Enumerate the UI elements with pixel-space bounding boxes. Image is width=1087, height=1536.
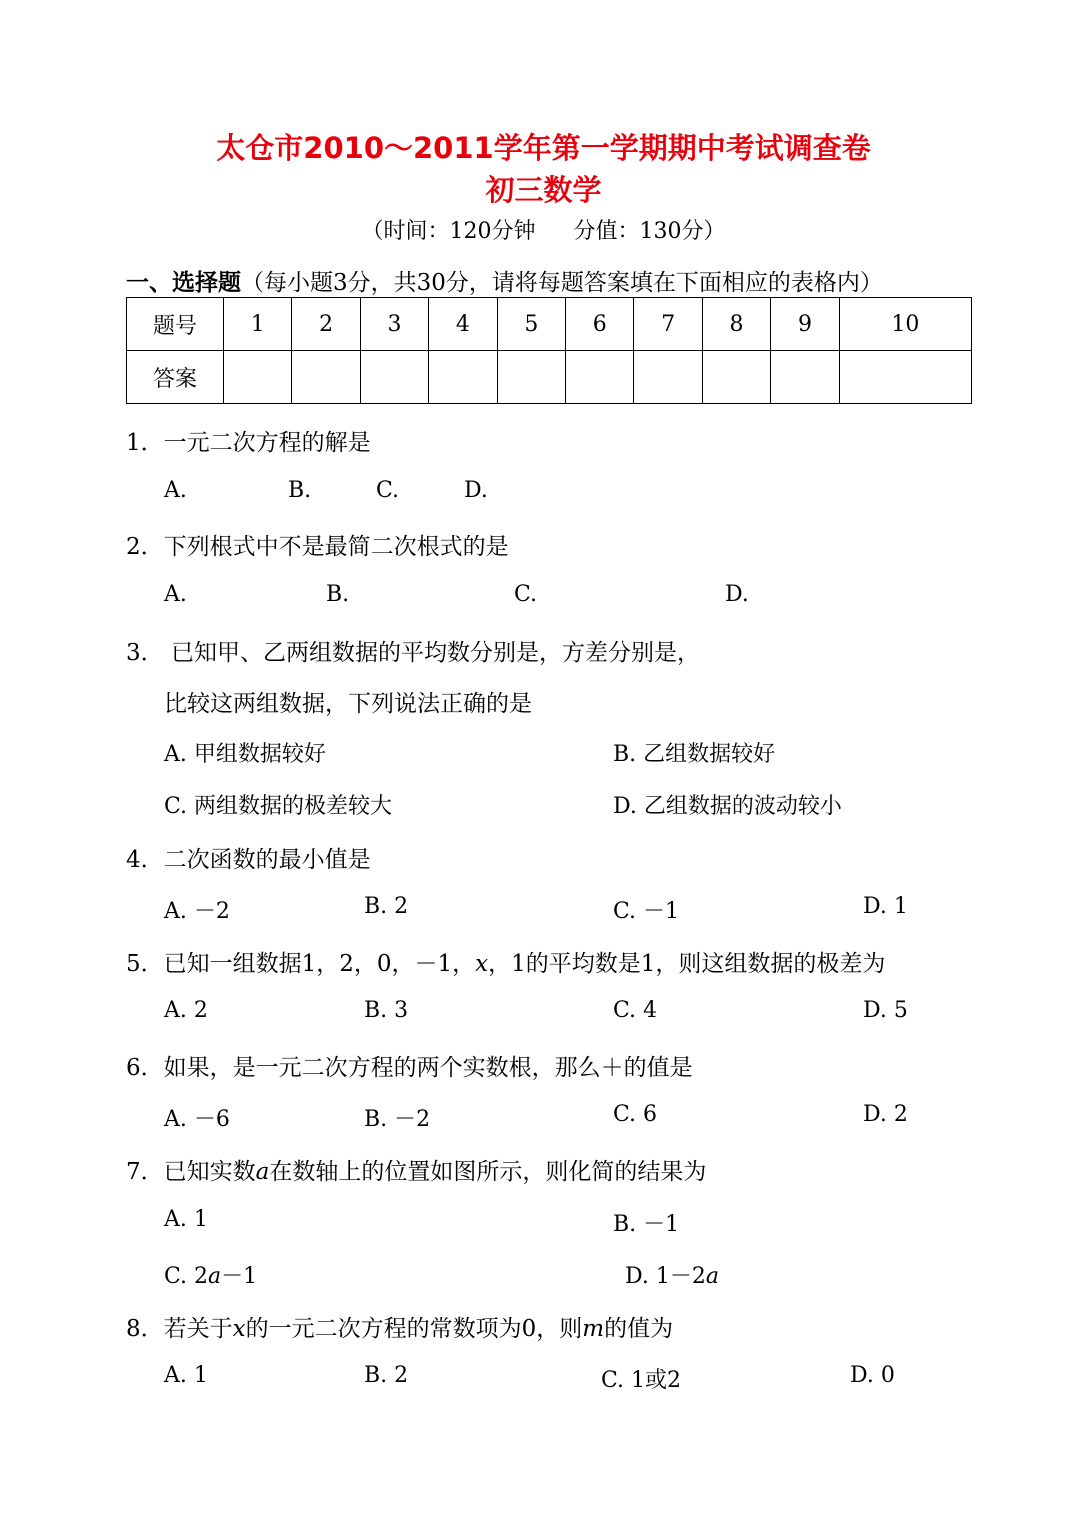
question-4-option-a: A. －2 xyxy=(164,899,230,924)
question-5-option-d: D. 5 xyxy=(863,998,908,1023)
question-8-stem-end: 的值为 xyxy=(604,1316,674,1342)
question-3-stem-continued: 比较这两组数据，下列说法正确的是 xyxy=(164,691,532,717)
question-3-stem: 3． 已知甲、乙两组数据的平均数分别是，方差分别是， xyxy=(126,640,700,666)
answer-cell[interactable] xyxy=(292,351,360,404)
question-7-option-b: B. －1 xyxy=(613,1212,680,1237)
question-8-option-a: A. 1 xyxy=(164,1363,208,1388)
question-7-option-d-start: D. 1－2 xyxy=(625,1264,706,1289)
question-3-option-b: B. 乙组数据较好 xyxy=(613,742,776,767)
question-5-option-b: B. 3 xyxy=(364,998,409,1023)
answer-table-number: 3 xyxy=(360,298,428,351)
question-8-stem xyxy=(126,1310,673,1343)
section-heading xyxy=(126,264,883,297)
answer-table-number: 8 xyxy=(702,298,770,351)
answer-table-number: 10 xyxy=(839,298,971,351)
answer-cell[interactable] xyxy=(429,351,497,404)
question-8-option-b: B. 2 xyxy=(364,1363,409,1388)
score-label: 分值：130分） xyxy=(573,219,726,244)
question-3-option-c: C. 两组数据的极差较大 xyxy=(164,794,393,819)
question-1-option-c: C. xyxy=(376,478,400,503)
question-4-option-d: D. 1 xyxy=(863,894,908,919)
question-8-stem-start: 8．若关于 xyxy=(126,1316,233,1342)
question-7-option-c xyxy=(164,1259,257,1290)
question-2-stem: 2．下列根式中不是最简二次根式的是 xyxy=(126,534,509,560)
exam-subtitle: 初三数学 xyxy=(485,173,602,207)
answer-table-number: 6 xyxy=(566,298,634,351)
answer-cell[interactable] xyxy=(360,351,428,404)
question-7-variable: a xyxy=(255,1159,270,1185)
question-1-option-a: A. xyxy=(164,478,187,503)
question-7-option-c-variable: a xyxy=(208,1264,222,1289)
answer-table-number: 5 xyxy=(497,298,565,351)
question-3-option-a: A. 甲组数据较好 xyxy=(164,742,326,767)
exam-meta xyxy=(0,214,1087,245)
question-6-option-a: A. －6 xyxy=(164,1107,230,1132)
answer-cell[interactable] xyxy=(839,351,971,404)
answer-table-number-header: 题号 xyxy=(127,298,224,351)
answer-table-answer-row xyxy=(127,351,972,404)
question-7-option-c-end: －1 xyxy=(221,1264,258,1289)
question-8-variable-x: x xyxy=(232,1316,246,1342)
answer-table xyxy=(126,297,972,404)
question-6-option-c: C. 6 xyxy=(613,1102,658,1127)
question-8-stem-middle: 的一元二次方程的常数项为0，则 xyxy=(245,1316,583,1342)
question-7-option-d xyxy=(625,1259,719,1290)
question-4-stem: 4．二次函数的最小值是 xyxy=(126,847,371,873)
question-7-stem xyxy=(126,1153,706,1186)
answer-table-answer-header: 答案 xyxy=(127,351,224,404)
question-8-option-c: C. 1或2 xyxy=(601,1368,682,1393)
question-2-option-c: C. xyxy=(514,582,538,607)
question-6-option-d: D. 2 xyxy=(863,1102,908,1127)
answer-cell[interactable] xyxy=(497,351,565,404)
answer-cell[interactable] xyxy=(634,351,702,404)
question-8-option-d: D. 0 xyxy=(850,1363,895,1388)
answer-cell[interactable] xyxy=(224,351,292,404)
question-4-option-c: C. －1 xyxy=(613,899,680,924)
question-6-stem: 6．如果，是一元二次方程的两个实数根，那么＋的值是 xyxy=(126,1055,693,1081)
question-4-option-b: B. 2 xyxy=(364,894,409,919)
question-6-option-b: B. －2 xyxy=(364,1107,431,1132)
section-note: （每小题3分，共30分，请将每题答案填在下面相应的表格内） xyxy=(241,270,883,296)
question-5-option-c: C. 4 xyxy=(613,998,658,1023)
question-5-stem-end: ，1的平均数是1，则这组数据的极差为 xyxy=(488,951,886,977)
question-1-option-d: D. xyxy=(464,478,488,503)
question-7-option-a: A. 1 xyxy=(164,1207,208,1232)
question-7-stem-start: 7．已知实数 xyxy=(126,1159,256,1185)
answer-table-number: 1 xyxy=(224,298,292,351)
question-5-option-a: A. 2 xyxy=(164,998,208,1023)
question-1-option-b: B. xyxy=(288,478,312,503)
answer-cell[interactable] xyxy=(702,351,770,404)
question-3-option-d: D. 乙组数据的波动较小 xyxy=(613,794,842,819)
question-5-stem-start: 5．已知一组数据1，2，0，－1， xyxy=(126,951,476,977)
question-1-stem: 1．一元二次方程的解是 xyxy=(126,430,371,456)
answer-table-number: 7 xyxy=(634,298,702,351)
answer-cell[interactable] xyxy=(771,351,839,404)
question-7-option-d-variable: a xyxy=(705,1264,719,1289)
question-5-stem xyxy=(126,945,885,978)
section-title: 一、选择题 xyxy=(126,270,241,296)
question-2-option-b: B. xyxy=(326,582,350,607)
answer-cell[interactable] xyxy=(566,351,634,404)
question-2-option-d: D. xyxy=(725,582,749,607)
question-7-option-c-start: C. 2 xyxy=(164,1264,209,1289)
question-8-variable-m: m xyxy=(582,1316,605,1342)
exam-title: 太仓市2010～2011学年第一学期期中考试调查卷 xyxy=(216,131,871,165)
answer-table-number: 4 xyxy=(429,298,497,351)
question-5-variable: x xyxy=(475,951,489,977)
answer-table-number-row xyxy=(127,298,972,351)
time-label: （时间：120分钟 xyxy=(361,219,536,244)
question-7-stem-end: 在数轴上的位置如图所示，则化简的结果为 xyxy=(269,1159,707,1185)
answer-table-number: 2 xyxy=(292,298,360,351)
answer-table-number: 9 xyxy=(771,298,839,351)
question-2-option-a: A. xyxy=(164,582,187,607)
